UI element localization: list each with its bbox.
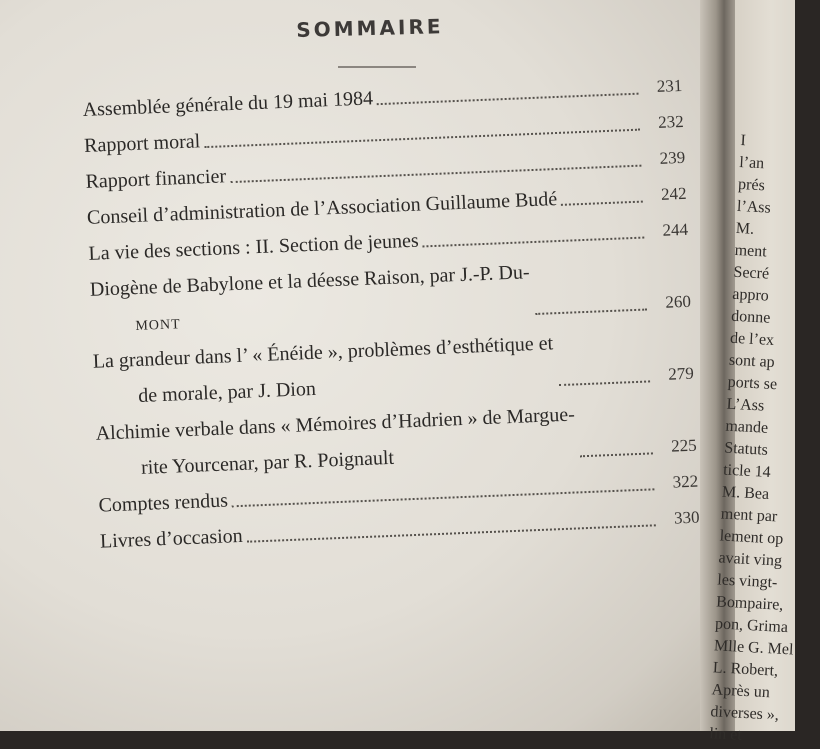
facing-page-line: diverses », xyxy=(710,703,780,724)
table-of-contents xyxy=(82,68,700,560)
facing-page-line: ports se xyxy=(727,373,778,394)
facing-page-line: l’Ass xyxy=(736,197,772,217)
facing-page-line: ment par xyxy=(720,505,778,526)
facing-page-line: de l’ex xyxy=(729,329,775,350)
toc-page-number: 330 xyxy=(673,507,700,528)
toc-entry-title: Comptes rendus xyxy=(98,489,229,517)
toc-entry-title: Rapport financier xyxy=(85,165,227,193)
leader-dots xyxy=(377,93,638,105)
toc-entry-line-2: mont xyxy=(134,311,181,336)
facing-page-line: pon, Grima xyxy=(714,615,789,637)
facing-page-line: donne xyxy=(730,307,771,327)
facing-page-line: l’an xyxy=(738,153,765,173)
toc-entry-title: Assemblée générale du 19 mai 1984 xyxy=(82,87,374,121)
toc-entry-line-1: Alchimie verbale dans « Mémoires d’Hadrien » de Margue- xyxy=(95,403,576,445)
facing-page-line: Mlle G. Mel xyxy=(713,637,794,659)
facing-page-line: L’Ass xyxy=(726,395,765,415)
leader-dots xyxy=(247,524,656,542)
facing-page-line: lement op xyxy=(719,527,784,548)
toc-page-number: 279 xyxy=(667,363,695,384)
title-rule xyxy=(338,66,416,68)
facing-page-line: avait ving xyxy=(718,549,783,570)
facing-page xyxy=(708,0,795,744)
toc-page-number: 244 xyxy=(662,219,689,240)
facing-page-line: Après un xyxy=(711,681,771,702)
toc-entry-title: Livres d’occasion xyxy=(99,524,244,553)
toc-page-number: 322 xyxy=(672,471,699,492)
facing-page-line: ment xyxy=(734,241,768,261)
toc-page-number: 225 xyxy=(670,435,698,456)
facing-page-line: M. xyxy=(735,219,755,238)
toc-entry-line-2: rite Yourcenar, par R. Poignault xyxy=(140,446,395,479)
facing-page-line: Bompaire, xyxy=(715,593,784,614)
toc-entry-title: Conseil d’administration de l’Association Guillaume Budé xyxy=(86,188,558,229)
facing-page-line: M. Bea xyxy=(721,483,770,503)
toc-page-number: 242 xyxy=(660,183,687,204)
facing-page-line: Statuts xyxy=(723,439,769,459)
facing-page-line: appro xyxy=(731,285,770,305)
toc-page-number: 260 xyxy=(665,291,692,312)
facing-page-line: Secré xyxy=(733,263,770,283)
leader-dots xyxy=(535,308,647,314)
facing-page-line: I xyxy=(740,131,747,150)
leader-dots xyxy=(559,380,650,386)
toc-entry-line-1: La grandeur dans l’ « Énéide », problèmes d’esthétique et xyxy=(92,332,554,373)
leader-dots xyxy=(561,201,643,206)
toc-page-number: 232 xyxy=(657,111,685,132)
toc-entry-title: Rapport moral xyxy=(83,130,201,157)
facing-page-line: ticle 14 xyxy=(722,461,772,482)
facing-page-line: sont ap xyxy=(728,351,776,372)
leader-dots xyxy=(580,452,653,457)
toc-entry-line-2: de morale, par J. Dion xyxy=(137,377,317,407)
toc-page-number: 231 xyxy=(656,75,683,96)
toc-page-number: 239 xyxy=(659,147,686,168)
toc-entry-line-1: Diogène de Babylone et la déesse Raison, par J.-P. Du- xyxy=(89,261,530,301)
page-title: SOMMAIRE xyxy=(296,14,444,42)
facing-page-line: mande xyxy=(725,417,769,437)
facing-page-line: L. Robert, xyxy=(712,659,779,680)
facing-page-line: les vingt- xyxy=(716,571,778,592)
facing-page-line: prés xyxy=(737,175,766,195)
toc-entry-title: La vie des sections : II. Section de jeunes xyxy=(88,229,420,265)
facing-page-line: lin et xyxy=(708,725,743,744)
leader-dots xyxy=(423,237,644,248)
